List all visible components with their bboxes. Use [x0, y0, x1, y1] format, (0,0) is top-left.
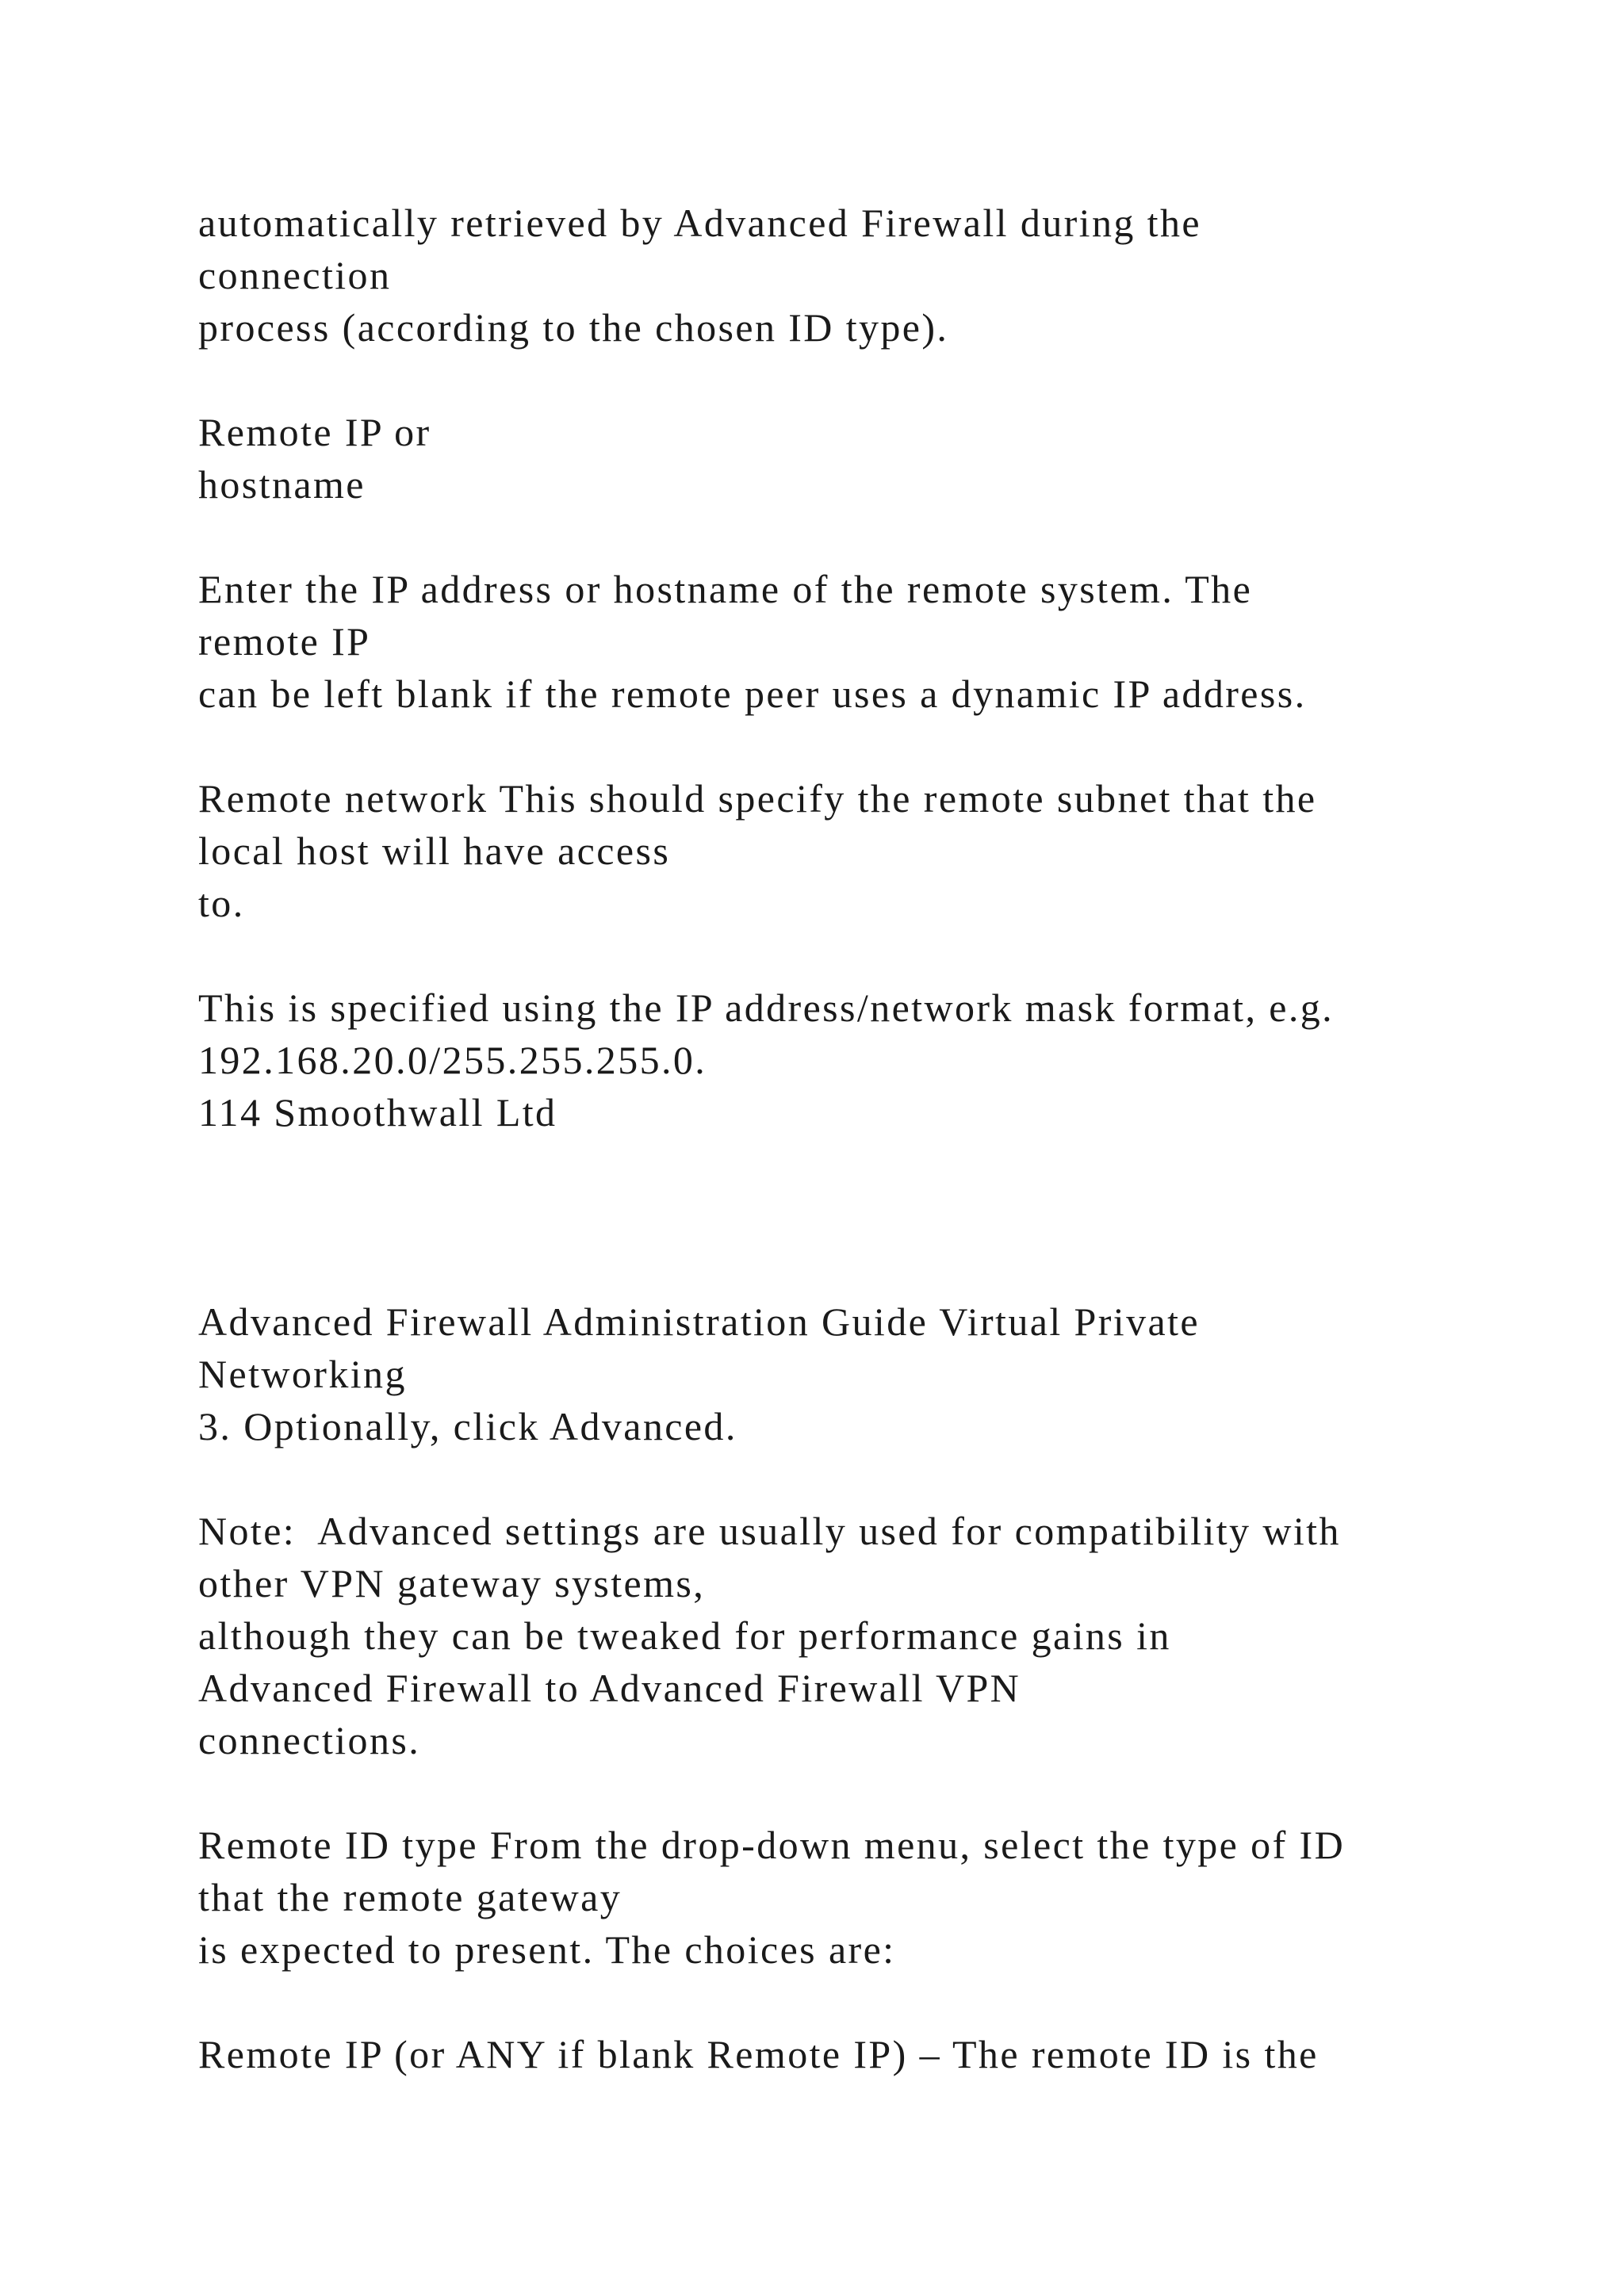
text-line: that the remote gateway — [198, 1875, 622, 1919]
text-line: connection — [198, 253, 392, 297]
text-line: Remote IP (or ANY if blank Remote IP) – The remote ID is the — [198, 2032, 1319, 2076]
text-line: process (according to the chosen ID type). — [198, 305, 949, 350]
text-line: to. — [198, 881, 245, 925]
field-label-remote-ip: hostname — [198, 462, 366, 507]
text-line: This is specified using the IP address/network mask format, e.g. — [198, 985, 1335, 1030]
text-line: Enter the IP address or hostname of the remote system. The — [198, 567, 1253, 611]
text-line: 192.168.20.0/255.255.255.0. — [198, 1038, 707, 1082]
section-heading: Advanced Firewall Administration Guide Virtual Private — [198, 1299, 1200, 1344]
note-text: although they can be tweaked for performance gains in — [198, 1613, 1171, 1658]
field-label-remote-ip: Remote IP or — [198, 410, 431, 454]
text-line: remote IP — [198, 619, 371, 664]
note-text: connections. — [198, 1718, 421, 1762]
text-line: Remote ID type From the drop-down menu, select the type of ID — [198, 1823, 1346, 1867]
text-line: Remote network This should specify the remote subnet that the — [198, 776, 1317, 821]
note-text: Note: Advanced settings are usually used for compatibility with — [198, 1509, 1341, 1553]
section-heading: Networking — [198, 1352, 407, 1396]
text-line: can be left blank if the remote peer uses a dynamic IP address. — [198, 672, 1307, 716]
text-line: automatically retrieved by Advanced Firewall during the — [198, 201, 1201, 245]
text-line: is expected to present. The choices are: — [198, 1927, 896, 1972]
page-footer: 114 Smoothwall Ltd — [198, 1090, 557, 1135]
step-text: 3. Optionally, click Advanced. — [198, 1404, 737, 1448]
note-text: other VPN gateway systems, — [198, 1561, 706, 1605]
note-text: Advanced Firewall to Advanced Firewall VPN — [198, 1666, 1021, 1710]
text-line: local host will have access — [198, 828, 671, 873]
